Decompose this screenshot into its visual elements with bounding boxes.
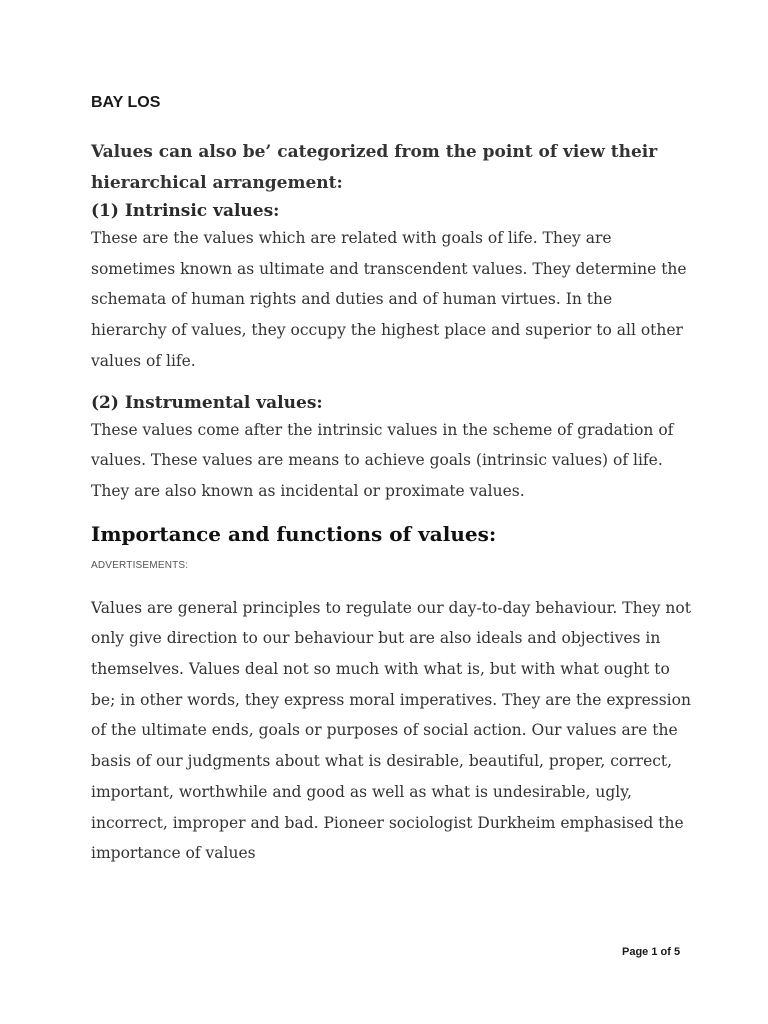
intrinsic-values-heading: (1) Intrinsic values: (91, 201, 280, 221)
intrinsic-values-body: These are the values which are related with goals of life. They are sometimes known as ultimate and transcendent values. They determine the schemata of human rights and duties and of human virtues. In the hierarchy of values, they occupy the highest place and superior to all other values of life. (91, 229, 687, 370)
page-indicator: Page 1 of 5 (622, 946, 681, 958)
document-header-title: BAY LOS (91, 94, 161, 111)
instrumental-values-body: These values come after the intrinsic values in the scheme of gradation of values. These values are means to achieve goals (intrinsic values) of life. They are also known as incidental or proximate values. (91, 420, 674, 500)
advertisements-label: ADVERTISEMENTS: (91, 559, 189, 571)
intro-paragraph: Values can also be’ categorized from the point of view their hierarchical arrangement: (91, 142, 658, 193)
importance-body: Values are general principles to regulate our day-to-day behaviour. They not only give direction to our behaviour but are also ideals and objectives in themselves. Values deal not so much with what is, but with what ought to be; in other words, they express moral imperatives. They are the expression of the ultimate ends, goals or purposes of social action. Our values are the basis of our judgments about what is desirable, beautiful, proper, correct, important, worthwhile and good as well as what is undesirable, ugly, incorrect, improper and bad. Pioneer sociologist Durkheim emphasised the importance of values (91, 598, 691, 863)
document-content (91, 137, 691, 869)
instrumental-values-heading: (2) Instrumental values: (91, 392, 323, 413)
importance-heading: Importance and functions of values: (91, 521, 497, 546)
